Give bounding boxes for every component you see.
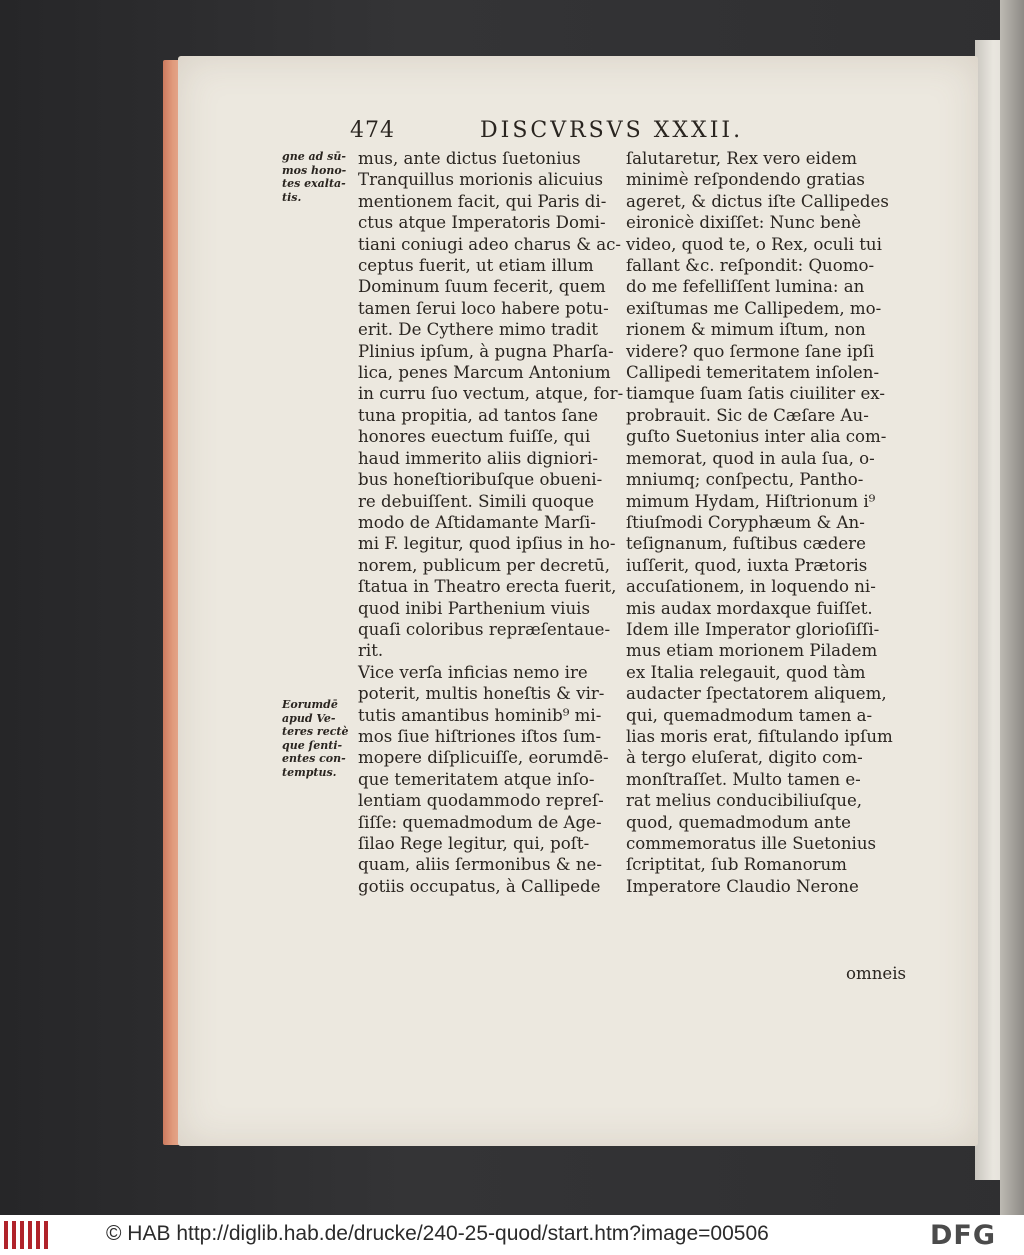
text-line: videre? quo ſermone ſane ipſi [626, 341, 875, 361]
text-line: ſilao Rege legitur, qui, poſt- [358, 834, 590, 853]
text-line: ſtiuſmodi Coryphæum & An- [626, 512, 865, 532]
text-line: qui, quemadmodum tamen a- [626, 705, 873, 725]
text-line: iuſſerit, quod, iuxta Prætoris [626, 555, 868, 575]
text-line: mentionem facit, qui Paris di- [358, 191, 607, 211]
running-title: DISCVRSVS XXXII. [480, 118, 744, 143]
margin-note [282, 698, 348, 779]
text-line: fallant &c. reſpondit: Quomo- [626, 256, 875, 276]
text-line: lica, penes Marcum Antonium [358, 363, 611, 383]
text-line: modo de Aſtidamante Marſi- [358, 512, 596, 532]
text-line: guſto Suetonius inter alia com- [626, 427, 887, 447]
text-line: re debuiſſent. Simili quoque [358, 491, 595, 511]
text-line: ſtatua in Theatro erecta fuerit, [358, 577, 617, 597]
text-line: mis audax mordaxque fuiſſet. [626, 598, 873, 618]
text-line: accuſationem, in loquendo ni- [626, 577, 876, 597]
left-text-column [358, 148, 624, 897]
text-line: quam, aliis ſermonibus & ne- [358, 855, 602, 875]
text-line: Idem ille Imperator glorioſiſſi- [626, 619, 880, 639]
text-line: rat melius conducibiliuſque, [626, 791, 863, 811]
text-line: poterit, multis honeſtis & vir- [358, 684, 605, 704]
text-line: ſiſſe: quemadmodum de Age- [358, 812, 602, 832]
margin-note-line: Eorumdē [282, 698, 338, 711]
margin-note-line: temptus. [282, 765, 337, 779]
text-line: erit. De Cythere mimo tradit [358, 320, 599, 340]
text-line: gotiis occupatus, à Callipede [358, 876, 601, 896]
text-line: commemoratus ille Suetonius [626, 834, 877, 853]
text-line: Tranquillus morionis alicuius [358, 170, 604, 190]
text-line: tamen ſerui loco habere potu- [358, 298, 609, 318]
text-line: mniumq; conſpectu, Pantho- [626, 470, 864, 490]
text-line: Vice verſa inficias nemo ire [358, 662, 588, 682]
text-line: ex Italia relegauit, quod tàm [626, 662, 866, 682]
margin-note-line: que ſenti- [282, 738, 343, 752]
text-line: exiſtumas me Callipedem, mo- [626, 298, 882, 318]
book-spine [1000, 0, 1024, 1215]
text-line: Callipedi temeritatem inſolen- [626, 363, 880, 383]
text-line: teſignanum, fuſtibus cædere [626, 534, 866, 554]
margin-note-line: gne ad sū- [282, 150, 346, 163]
margin-note-line: teres rectè [282, 725, 349, 738]
text-line: ageret, & dictus iſte Callipedes [626, 191, 889, 211]
page-header [178, 118, 978, 150]
text-line: mus, ante dictus ſuetonius [358, 149, 581, 168]
text-line: memorat, quod in aula ſua, o- [626, 448, 875, 468]
text-line: Plinius ipſum, à pugna Pharſa- [358, 341, 614, 361]
text-line: quaſi coloribus repræſentaue- [358, 619, 611, 639]
footer-bar [0, 1215, 1024, 1255]
text-line: quod inibi Parthenium viuis [358, 598, 591, 618]
text-line: probrauit. Sic de Cæſare Au- [626, 405, 869, 425]
text-line: minimè reſpondendo gratias [626, 170, 865, 190]
right-text-column [626, 148, 893, 897]
dfg-logo[interactable]: DFG [930, 1220, 997, 1251]
text-line: ſalutaretur, Rex vero eidem [626, 149, 857, 168]
margin-note-line: tis. [282, 190, 302, 204]
text-line: in curru ſuo vectum, atque, for- [358, 384, 624, 404]
text-line: tiamque ſuam ſatis ciuiliter ex- [626, 384, 885, 404]
text-line: mimum Hydam, Hiſtrionum i⁹ [626, 491, 876, 511]
text-line: eironicè dixiſſet: Nunc benè [626, 213, 862, 233]
text-line: bus honeſtioribuſque obueni- [358, 470, 603, 490]
text-line: à tergo eluſerat, digito com- [626, 748, 863, 768]
text-line: mopere diſplicuiſſe, eorumdē- [358, 748, 609, 768]
text-line: monſtraſſet. Multo tamen e- [626, 769, 861, 789]
margin-note-line: entes con- [282, 752, 346, 765]
text-line: ceptus fuerit, ut etiam illum [358, 256, 594, 276]
text-line: honores euectum fuiſſe, qui [358, 427, 591, 447]
text-line: mos ſiue hiſtriones iſtos ſum- [358, 726, 602, 746]
text-line: ſcriptitat, ſub Romanorum [626, 855, 847, 875]
margin-note [282, 150, 346, 204]
text-line: ctus atque Imperatoris Domi- [358, 213, 606, 233]
catchword: omneis [846, 964, 907, 983]
text-line: Dominum ſuum fecerit, quem [358, 277, 606, 297]
text-line: lentiam quodammodo repreſ- [358, 791, 604, 811]
page-number: 474 [350, 118, 395, 143]
book-page [178, 56, 978, 1146]
text-line: norem, publicum per decretū, [358, 555, 611, 575]
text-line: video, quod te, o Rex, oculi tui [626, 234, 882, 254]
margin-note-line: mos hono- [282, 163, 347, 177]
text-line: do me fefelliſſent lumina: an [626, 277, 865, 297]
text-line: que temeritatem atque inſo- [358, 769, 595, 789]
margin-note-line: apud Ve- [282, 711, 336, 725]
text-line: lias moris erat, fiſtulando ipſum [626, 726, 893, 746]
text-line: tuna propitia, ad tantos ſane [358, 405, 599, 425]
text-line: Imperatore Claudio Nerone [626, 876, 859, 896]
text-line: tiani coniugi adeo charus & ac- [358, 234, 622, 254]
text-line: rionem & mimum iſtum, non [626, 320, 866, 340]
text-line: mus etiam morionem Piladem [626, 641, 878, 661]
hab-logo-icon[interactable] [4, 1221, 48, 1249]
text-line: mi F. legitur, quod ipſius in ho- [358, 534, 616, 554]
text-line: tutis amantibus hominib⁹ mi- [358, 705, 602, 725]
margin-note-line: tes exalta- [282, 177, 346, 190]
copyright-link[interactable]: © HAB http://diglib.hab.de/drucke/240-25-quod/start.htm?image=00506 [106, 1222, 769, 1245]
text-line: quod, quemadmodum ante [626, 812, 851, 832]
text-line: rit. [358, 641, 384, 661]
text-line: haud immerito aliis digniori- [358, 448, 598, 468]
text-line: audacter ſpectatorem aliquem, [626, 684, 887, 704]
